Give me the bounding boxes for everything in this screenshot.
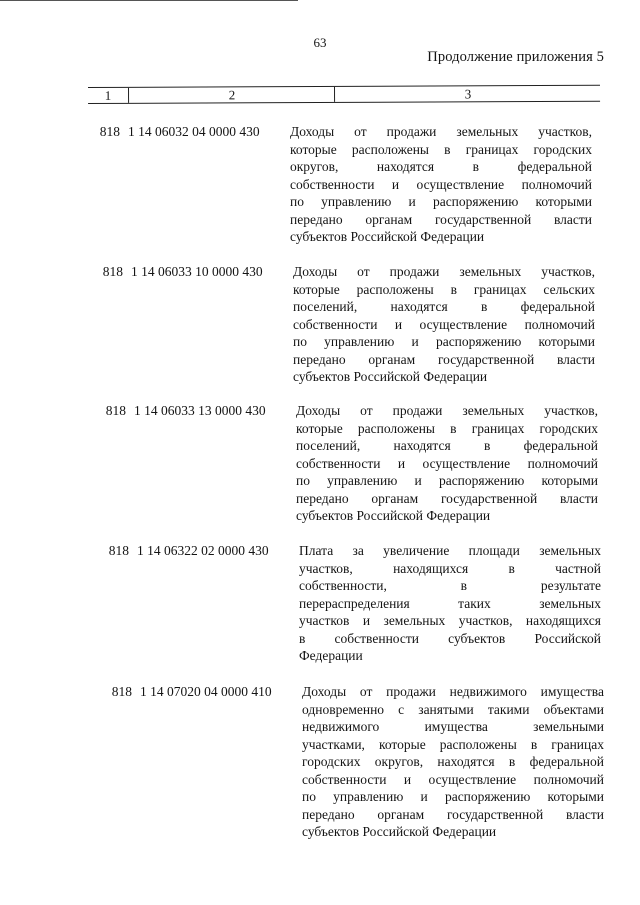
description-line: одновременно с занятыми такими объектами [302, 701, 604, 717]
budget-code: 1 14 07020 04 0000 410 [140, 684, 272, 699]
description-line: передано органам государственной власти [293, 351, 595, 367]
income-description [290, 123, 592, 246]
top-rule [0, 0, 298, 1]
description-line: собственности и осуществление полномочий [290, 176, 592, 192]
description-line: по управлению и распоряжению которыми [293, 334, 595, 349]
admin-code: 818 [105, 403, 126, 418]
description-line: Доходы от продажи недвижимого имущества [302, 684, 604, 699]
page-number: 63 [313, 35, 327, 50]
description-line: субъектов Российской Федерации [302, 824, 497, 839]
income-description [299, 542, 601, 665]
description-line: участков и земельных участков, находящихся [299, 613, 601, 628]
description-line: Доходы от продажи земельных участков, [296, 403, 598, 418]
description-line: которые расположены в границах городских [290, 141, 592, 157]
description-line: передано органам государственной власти [290, 211, 592, 227]
admin-code: 818 [111, 684, 132, 699]
description-line: в собственности субъектов Российской [299, 630, 601, 646]
admin-code: 818 [99, 124, 120, 139]
description-line: по управлению и распоряжению которыми [302, 789, 604, 804]
description-line: Доходы от продажи земельных участков, [290, 124, 592, 139]
description-line: по управлению и распоряжению которыми [296, 473, 598, 488]
description-line: участками, которые расположены в границах [302, 736, 604, 752]
description-line: Федерации [299, 648, 363, 663]
header-col-1: 1 [104, 87, 112, 103]
description-line: субъектов Российской Федерации [296, 508, 491, 523]
description-line: Плата за увеличение площади земельных [299, 543, 601, 558]
budget-code: 1 14 06033 13 0000 430 [134, 403, 266, 418]
description-line: собственности и осуществление полномочий [302, 771, 604, 787]
description-line: поселений, находятся в федеральной [293, 299, 595, 314]
admin-code: 818 [108, 543, 129, 558]
description-line: собственности и осуществление полномочий [296, 455, 598, 471]
description-line: Доходы от продажи земельных участков, [293, 264, 595, 279]
description-line: передано органам государственной власти [302, 806, 604, 822]
description-line: субъектов Российской Федерации [290, 229, 485, 244]
description-line: которые расположены в границах городских [296, 420, 598, 436]
income-description [296, 402, 598, 525]
description-line: собственности, в результате [299, 578, 601, 593]
table-header [88, 85, 600, 104]
description-line: городских округов, находятся в федеральной [302, 754, 604, 769]
budget-code: 1 14 06033 10 0000 430 [131, 264, 263, 279]
budget-code: 1 14 06032 04 0000 430 [128, 124, 260, 139]
admin-code: 818 [102, 264, 123, 279]
description-line: которые расположены в границах сельских [293, 281, 595, 297]
description-line: собственности и осуществление полномочий [293, 316, 595, 332]
description-line: участков, находящихся в частной [299, 560, 601, 576]
description-line: по управлению и распоряжению которыми [290, 194, 592, 209]
header-col-3: 3 [334, 86, 601, 102]
description-line: передано органам государственной власти [296, 490, 598, 506]
income-description [302, 683, 604, 841]
description-line: субъектов Российской Федерации [293, 369, 488, 384]
description-line: округов, находятся в федеральной [290, 159, 592, 174]
description-line: поселений, находятся в федеральной [296, 438, 598, 453]
budget-code: 1 14 06322 02 0000 430 [137, 543, 269, 558]
header-col-2: 2 [128, 87, 335, 103]
continuation-heading: Продолжение приложения 5 [427, 49, 604, 65]
description-line: перераспределения таких земельных [299, 595, 601, 611]
income-description [293, 263, 595, 386]
description-line: недвижимого имущества земельными [302, 719, 604, 734]
